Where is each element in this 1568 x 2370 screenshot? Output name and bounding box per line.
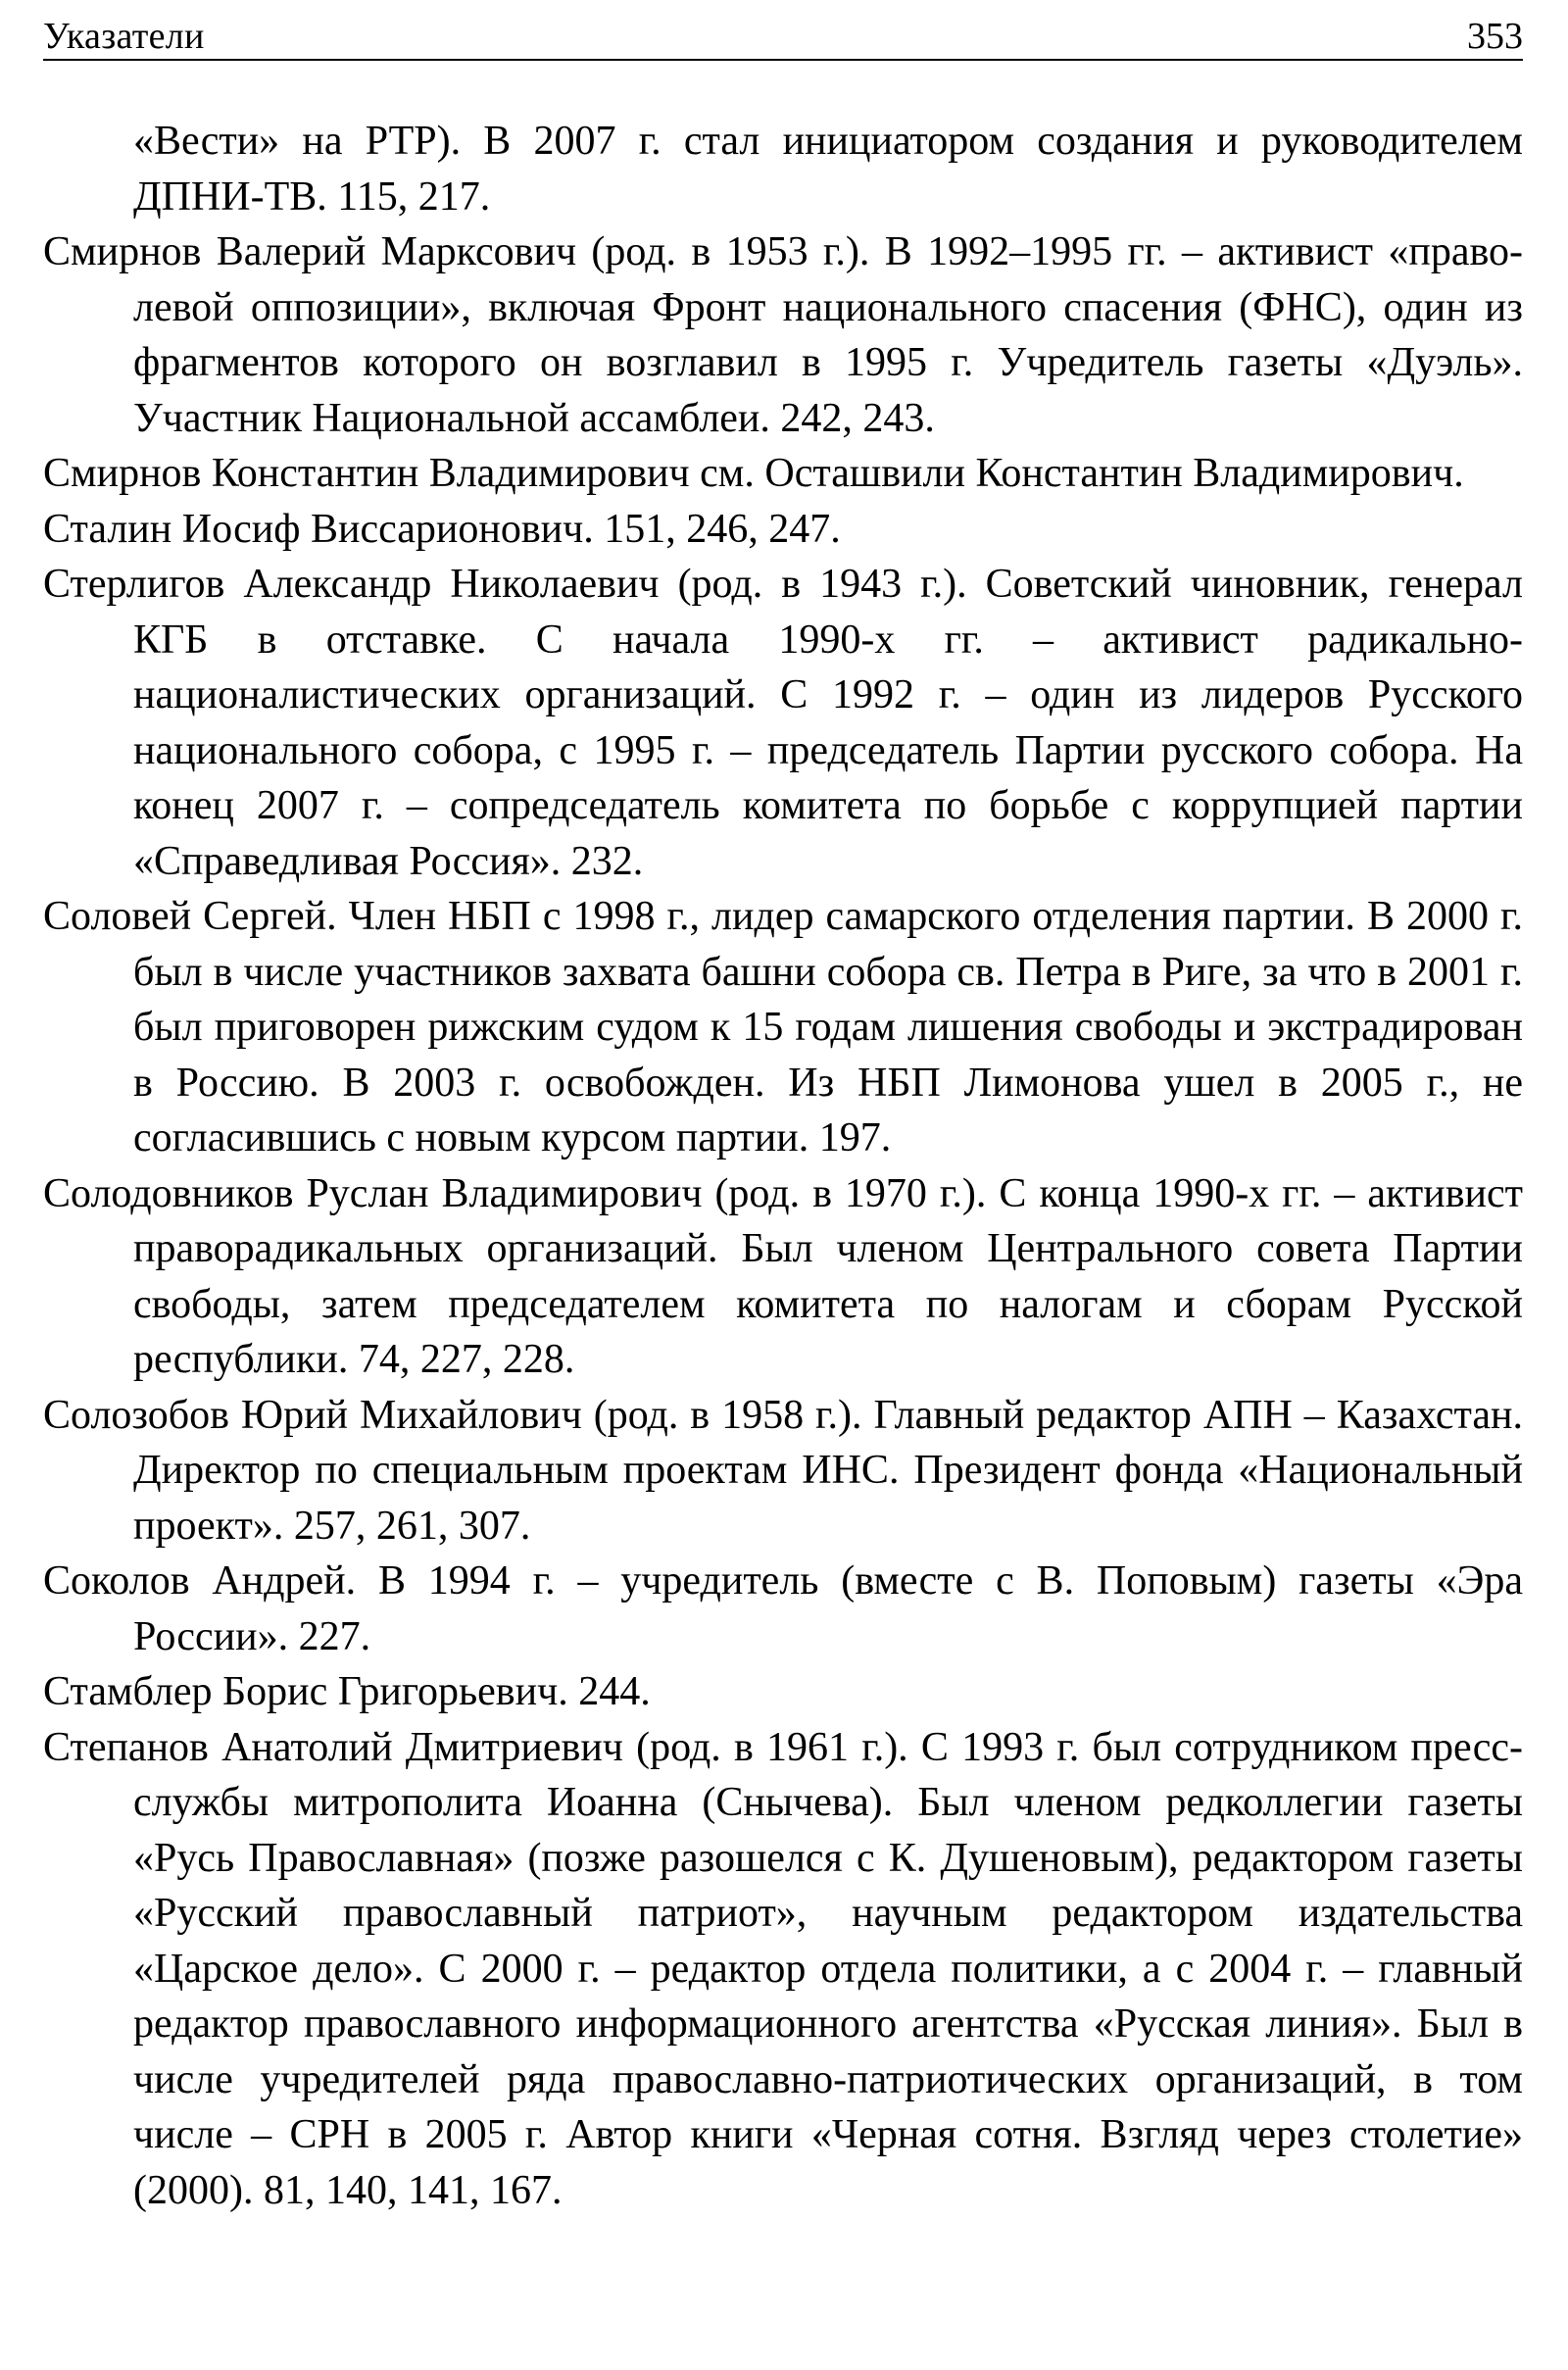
- index-entry: Стерлигов Александр Николаевич (род. в 1943 г.). Советский чиновник, генерал КГБ в отставке. С начала 1990-х гг. – активист радикально-националистических организаций. С 1992 г. – один из лидеров Русского национального собора, с 1995 г. – председатель Партии русского собора. На конец 2007 г. – сопредседатель комитета по борьбе с коррупцией партии «Справедливая Россия». 232.: [43, 562, 1523, 884]
- page-number: 353: [1467, 16, 1523, 57]
- section-title: Указатели: [43, 16, 205, 57]
- index-entry: Соловей Сергей. Член НБП с 1998 г., лидер самарского отделения партии. В 2000 г. был в числе участников захвата башни собора св. Петра в Риге, за что в 2001 г. был приговорен рижским судом к 15 годам лишения свободы и экстрадирован в Россию. В 2003 г. освобожден. Из НБП Лимонова ушел в 2005 г., не согласившись с новым курсом партии. 197.: [43, 894, 1523, 1160]
- index-entries: [43, 114, 1523, 2218]
- index-entry: Солодовников Руслан Владимирович (род. в 1970 г.). С конца 1990-х гг. – активист праворадикальных организаций. Был членом Центрального совета Партии свободы, затем председателем комитета по налогам и сборам Русской республики. 74, 227, 228.: [43, 1170, 1523, 1382]
- index-entry-continued: «Вести» на РТР). В 2007 г. стал инициатором создания и руководителем ДПНИ-ТВ. 115, 217.: [133, 119, 1523, 220]
- index-entry: Смирнов Валерий Марксович (род. в 1953 г.). В 1992–1995 гг. – активист «право-левой оппозиции», включая Фронт национального спасения (ФНС), один из фрагментов которого он возглавил в 1995 г. Учредитель газеты «Дуэль». Участник Национальной ассамблеи. 242, 243.: [43, 229, 1523, 441]
- index-entry: Соколов Андрей. В 1994 г. – учредитель (вместе с В. Поповым) газеты «Эра России». 227.: [43, 1558, 1523, 1659]
- running-head: [43, 6, 1523, 61]
- index-entry: Степанов Анатолий Дмитриевич (род. в 1961 г.). С 1993 г. был сотрудником пресс-службы митрополита Иоанна (Снычева). Был членом редколлегии газеты «Русь Православная» (позже разошелся с К. Душеновым), редактором газеты «Русский православный патриот», научным редактором издательства «Царское дело». С 2000 г. – редактор отдела политики, а с 2004 г. – главный редактор православного информационного агентства «Русская линия». Был в числе учредителей ряда православно-патриотических организаций, в том числе – СРН в 2005 г. Автор книги «Черная сотня. Взгляд через столетие» (2000). 81, 140, 141, 167.: [43, 1724, 1523, 2213]
- index-entry: Сталин Иосиф Виссарионович. 151, 246, 247.: [43, 506, 841, 552]
- index-entry: Смирнов Константин Владимирович см. Осташвили Константин Владимирович.: [43, 451, 1464, 496]
- index-entry: Солозобов Юрий Михайлович (род. в 1958 г.). Главный редактор АПН – Казахстан. Директор по специальным проектам ИНС. Президент фонда «Национальный проект». 257, 261, 307.: [43, 1392, 1523, 1549]
- index-entry: Стамблер Борис Григорьевич. 244.: [43, 1669, 651, 1714]
